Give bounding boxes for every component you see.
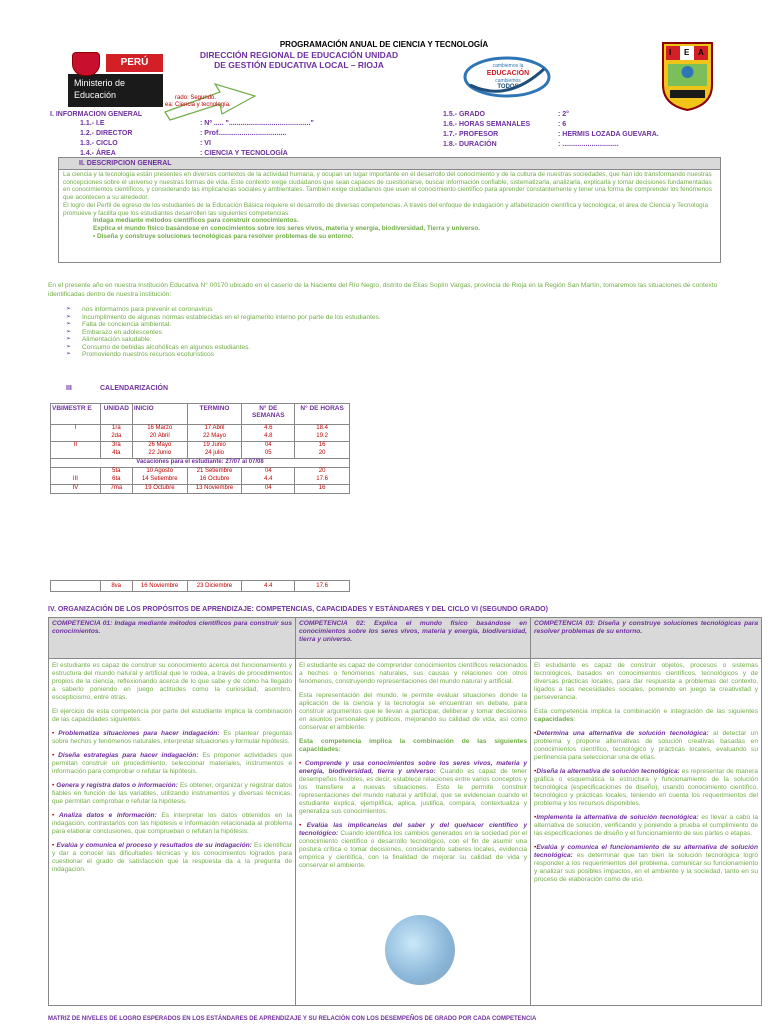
table-row: 8va 16 Noviembre 23 Diciembre 4.4 17.6: [51, 581, 350, 592]
arrow-bullet-icon: ➢: [66, 321, 72, 327]
cal-header-bimestre: VBIMESTR E: [51, 404, 101, 425]
info-director-value: : Prof...................................: [200, 130, 287, 137]
list-item: ➢ Falta de conciencia ambiental.: [66, 321, 172, 328]
school-shield-logo: [660, 40, 715, 112]
overlay-area: ea: Ciencia y tecnología.: [165, 102, 231, 108]
competency-2-heading: COMPETENCIA 02: Explica el mundo físico basándose en conocimientos sobre los seres vivos, materia y energía, biodiversidad, tierra y universo.: [296, 618, 530, 659]
arrow-bullet-icon: ➢: [66, 336, 72, 342]
capacity-item: • Comprende y usa conocimientos sobre los seres vivos, materia y energía, biodiversidad, tierra y universo: Cuando es capaz de tener desempeños flexibles, es decir, establece relaciones entre varios conceptos y los transfiere a nuevas situaciones. Esto le permite construir representaciones del mundo natural y artificial, que se evidencian cuando el estudiante explica, ejemplifica, aplica, justifica, compara, contextualiza y generaliza sus conocimientos.: [299, 760, 528, 815]
description-p1: La ciencia y la tecnología están presentes en diversos contextos de la actividad humana, y ocupan un lugar importante en el desarrollo del conocimiento y de la cultura de nuestras sociedades, que han ido transformando nuestras concepciones sobre el universo y nuestras formas de vida. Este contexto exige ciudadanos que sean capaces de cuestionarse, buscar información confiable, sistematizarla, analizarla, explicarla y tomar decisiones fundamentadas en conocimientos científicos, y considerando las implicancias sociales y ambientales. También exige ciudadanos que usen el conocimiento científico para aprender constantemente y tener una forma de comprender los fenómenos que acontecen a su alrededor.: [63, 171, 712, 202]
capacity-item: •Implementa la alternativa de solución tecnológica: es llevar a cabo la alternativa de solución, verificando y poniendo a prueba el cumplimiento de las especificaciones de diseño y el funcionamiento de sus partes o etapas.: [534, 814, 758, 837]
info-ciclo-label: 1.3.- CICLO: [80, 140, 118, 147]
competency-2-p1: El estudiante es capaz de comprender conocimientos científicos relacionados a hechos o fenómenos naturales, sus causas y relaciones con otros fenómenos, construyendo representaciones del mundo natural y artificial.: [299, 662, 527, 685]
educ-line4: TODOS: [497, 84, 519, 90]
list-item: ➢ Embarazo en adolescentes: [66, 328, 162, 336]
document-title: PROGRAMACIÓN ANUAL DE CIENCIA Y TECNOLOGÍA: [279, 40, 489, 49]
table-row: 5ta 10 Agosto 21 Setiembre 04 20: [51, 468, 350, 477]
arrow-bullet-icon: ➢: [66, 328, 72, 335]
competency-3-heading: COMPETENCIA 03: Diseña y construye soluciones tecnológicas para resolver problemas de su entorno.: [531, 618, 761, 659]
capacity-item: •Diseña la alternativa de solución tecnológica: es representar de manera gráfica o esquemática la estructura y funcionamiento de la solución tecnológica (especificaciones de diseño), usando conocimiento científico, tecnológico y prácticas locales, teniendo en cuenta los requerimientos del problema y los recursos disponibles.: [534, 768, 759, 807]
calendar-last-row: [50, 580, 350, 592]
section4-heading: IV. ORGANIZACIÓN DE LOS PROPÓSITOS DE APRENDIZAJE: COMPETENCIAS, CAPACIDADES Y ESTÁNDARES Y DEL CICLO VI (SEGUNDO GRADO): [48, 606, 548, 613]
educ-line3: cambiemos: [495, 78, 521, 84]
context-paragraph: En el presente año en nuestra Institución Educativa N° 00170 ubicado en el caserío de la Naciente del Río Negro, distrito de Elías Soplín Vargas, provincia de Rioja en la Región San Martín, tomaremos las situaciones de contexto identificadas dentro de nuestra institución:: [48, 282, 718, 298]
cal-header-unidad: UNIDAD: [100, 404, 132, 425]
info-ie-value: : Nº ..... "..........................................": [200, 120, 314, 127]
list-item: ➢ Promoviendo nuestros recursos ecoturísticos: [66, 351, 214, 358]
educ-line1: cambiemos la: [492, 63, 524, 69]
list-item: ➢ Consumo de bebidas alcohólicas en algunos estudiantes.: [66, 343, 251, 351]
capacity-item: •Determina una alternativa de solución tecnológica: al detectar un problema y propone alternativas de solución creativas basadas en conocimientos científico, tecnológico y prácticas locales, evaluando su pertinencia para seleccionar una de ellas.: [534, 730, 758, 761]
arrow-bullet-icon: ➢: [66, 351, 72, 357]
peru-label: PERÚ: [106, 54, 163, 72]
calendar-table: [50, 403, 350, 494]
cal-header-termino: TERMINO: [187, 404, 242, 425]
competency-3-column: [531, 618, 761, 1005]
info-ie-label: 1.1.- I.E: [80, 120, 105, 127]
shield-letter-3: A: [698, 48, 704, 57]
capacity-item: • Evalúa y comunica el proceso y resultados de su indagación: Es identificar y dar a conocer las dificultades técnicas y los conocimientos logrados para cuestionar el grado de satisfacción que la respuesta da a la pregunta de indagación.: [52, 842, 292, 873]
info-grado-label: 1.5.- GRADO: [443, 111, 486, 118]
description-bullet-2: Explica el mundo físico basándose en conocimientos sobre los seres vivos, materia y energía, biodiversidad, Tierra y universo.: [93, 224, 481, 232]
table-row: 4ta 22 Junio 24 julio 05 20: [51, 450, 350, 459]
info-director-label: 1.2.- DIRECTOR: [80, 130, 133, 137]
capacity-item: • Genera y registra datos o información: Es obtener, organizar y registrar datos fiables en función de las variables, utilizando instrumentos y diversas técnicas, que permitan comprobar o refutar la hipótesis.: [52, 782, 292, 805]
competency-1-heading: COMPETENCIA 01: Indaga mediante métodos científicos para construir sus conocimientos.: [49, 618, 295, 659]
info-duracion-label: 1.8.- DURACIÓN: [443, 141, 497, 148]
competency-3-p2: Esta competencia implica la combinación e integración de las siguientes capacidades:: [534, 708, 758, 723]
section3-heading: CALENDARIZACIÓN: [100, 385, 169, 392]
shield-letter-1: I: [669, 48, 672, 57]
section2-heading: II. DESCRIPCION GENERAL: [59, 158, 720, 170]
education-logo: [462, 55, 552, 100]
list-item: ➢ nos informamos para prevenir el coronavirus: [66, 306, 213, 313]
info-duracion-value: : .............................: [558, 141, 619, 148]
competency-1-p1: El estudiante es capaz de construir su conocimiento acerca del funcionamiento y estructura del mundo natural y artificial que le rodea, a través de procedimientos propios de la ciencia, reflexionando acerca de lo que sabe y de cómo ha llegado a saberlo poniendo en juego actitudes como la curiosidad, asombro, escepticismo, entre otras.: [52, 662, 292, 701]
vacation-row: Vacaciones para el estudiante: 27/07 al 07/08: [51, 459, 350, 468]
capacity-item: • Analiza datos e información: Es interpretar los datos obtenidos en la indagación, contrastarlos con las hipótesis e información relacionada al problema para elaborar conclusiones, que comprueban o refutan la hipótesis.: [52, 812, 292, 835]
arrow-bullet-icon: ➢: [66, 306, 72, 312]
list-item: ➢ Incumplimiento de algunas normas establecidas en el reglamento interno por parte de los estudiantes.: [66, 313, 381, 321]
cal-header-inicio: INICIO: [132, 404, 187, 425]
peru-shield-icon: [72, 52, 100, 76]
shield-letter-2: E: [684, 48, 690, 57]
ministry-line2: Educación: [74, 90, 117, 100]
info-area-label: 1.4.- ÁREA: [80, 150, 116, 157]
competency-2-p2: Esta representación del mundo, le permite evaluar situaciones donde la aplicación de la ciencia y la tecnología se encuentran en debate, para construir argumentos que le llevan a participar, deliberar y tomar decisiones en asuntos personales y públicos, mejorando su calidad de vida, así como conservar el ambiente.: [299, 692, 527, 731]
overlay-grado: rado: Segundo.: [175, 95, 217, 101]
ministry-line1: Ministerio de: [74, 78, 126, 88]
list-item: ➢ Alimentación saludable.: [66, 336, 152, 343]
arrow-bullet-icon: ➢: [66, 343, 72, 350]
cal-header-horas: N° DE HORAS: [295, 404, 350, 425]
educ-line2: EDUCACIÓN: [486, 70, 530, 77]
description-p2: El logro del Perfil de egreso de los estudiantes de la Educación Básica requiere el desarrollo de diversas competencias. A través del enfoque de indagación y alfabetización científica y tecnológica, el área de Ciencia y Tecnología promueve y facilita que los estudiantes desarrollen las siguientes competencias:: [63, 201, 709, 217]
table-row: IV 7ma 19 Octubre 13 Noviembre 04 16: [51, 485, 350, 494]
direccion-line1: DIRECCIÓN REGIONAL DE EDUCACIÓN UNIDAD: [199, 50, 399, 60]
capacity-item: • Diseña estrategias para hacer indagación: Es proponer actividades que permitan construir un procedimiento, seleccionar materiales, instrumentos e información para comprobar o refutar la hipótesis.: [52, 752, 292, 775]
table-row: 2da 20 Abril 22 Mayo 4.8 19.2: [51, 433, 350, 442]
ministry-logo: [68, 50, 163, 110]
info-horas-label: 1.6.- HORAS SEMANALES: [443, 121, 531, 128]
table-row: I 1ra 16 Marzo 17 Abril 4.6 18.4: [51, 425, 350, 434]
info-profesor-label: 1.7.- PROFESOR: [443, 131, 499, 138]
capacity-item: • Problematiza situaciones para hacer indagación: Es plantear preguntas sobre hechos y fenómenos naturales, interpretar situaciones y formular hipótesis.: [52, 730, 293, 745]
info-grado-value: : 2°: [558, 111, 569, 118]
info-ciclo-value: : VI: [200, 140, 211, 147]
situations-list: [66, 306, 381, 359]
section3-number: III: [66, 385, 72, 392]
section1-heading: I. INFORMACION GENERAL: [50, 111, 143, 118]
capacity-item: • Evalúa las implicancias del saber y del quehacer científico y tecnológico: Cuando identifica los cambios generados en la sociedad por el conocimiento científico o desarrollo tecnológico, con el fin de asumir una postura crítica o tomar decisiones, considerando saberes locales, evidencia empírica y científica, con la finalidad de mejorar su calidad de vida y conservar el ambiente.: [299, 822, 527, 869]
capacity-item: •Evalúa y comunica el funcionamiento de su alternativa de solución tecnológica: es determinar que tan bien la solución tecnológica logró responder a los requerimientos del problema, comunicar su funcionamiento y analizar sus posibles impactos, en el ambiente y la sociedad, tanto en su proceso de elaboración como de uso.: [534, 844, 758, 883]
competency-2-p3: Esta competencia implica la combinación de las siguientes capacidades:: [299, 738, 527, 753]
description-box: [58, 157, 721, 263]
bottom-heading: MATRIZ DE NIVELES DE LOGRO ESPERADOS EN LOS ESTÁNDARES DE APRENDIZAJE Y SU RELACIÓN CON LOS DESEMPEÑOS DE GRADO POR CADA COMPETENCIA: [48, 1016, 537, 1022]
table-row: III 6ta 14 Setiembre 16 Octubre 4.4 17.6: [51, 476, 350, 485]
direccion-line2: DE GESTIÓN EDUCATIVA LOCAL – RIOJA: [214, 60, 384, 70]
competency-1-column: [49, 618, 296, 1005]
arrow-bullet-icon: ➢: [66, 313, 72, 320]
description-bullet-1: Indaga mediante métodos científicos para construir conocimientos.: [93, 217, 299, 225]
competency-3-p1: El estudiante es capaz de construir objetos, procesos o sistemas tecnológicos, basados en conocimientos científicos, tecnológicos y de diversas prácticas locales, para dar respuesta a problemas del contexto, ligados a las necesidades sociales, poniendo en juego la creatividad y perseverancia.: [534, 662, 758, 701]
description-bullet-3: • Diseña y construye soluciones tecnológicas para resolver problemas de su entorno.: [93, 232, 354, 240]
info-horas-value: : 6: [558, 121, 567, 128]
table-row: II 3ra 26 Mayo 19 Junio 04 16: [51, 442, 350, 451]
earth-image: [385, 915, 455, 985]
info-area-value: : CIENCIA Y TECNOLOGÍA: [200, 150, 288, 157]
info-profesor-value: : HERMIS LOZADA GUEVARA.: [558, 131, 659, 138]
cal-header-semanas: N° DE SEMANAS: [242, 404, 295, 425]
competency-1-p2: El ejercicio de esta competencia por parte del estudiante implica la combinación de las capacidades siguientes:: [52, 708, 292, 723]
